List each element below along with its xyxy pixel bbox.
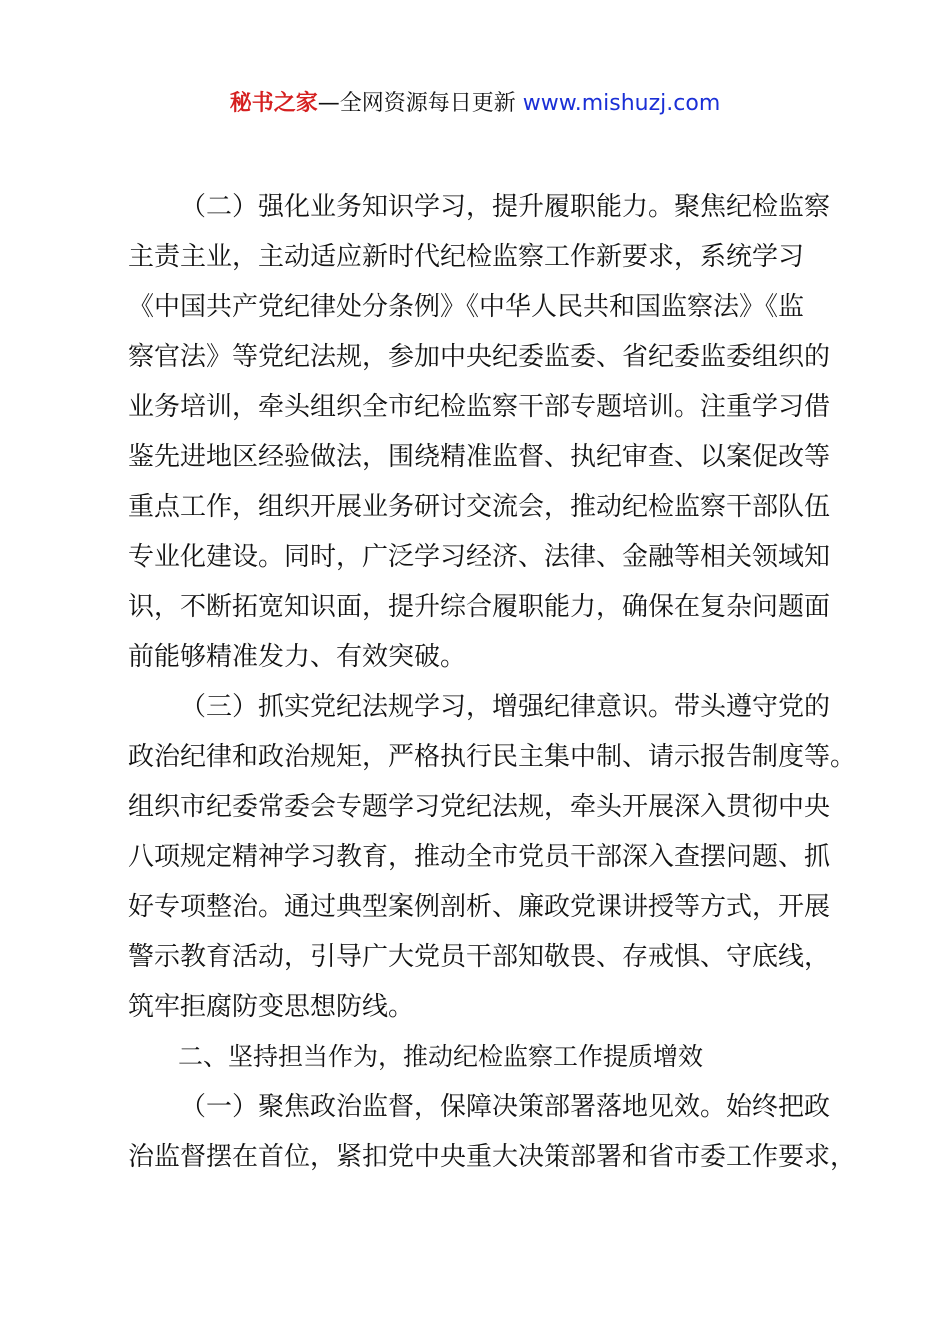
- paragraph-line: 识，不断拓宽知识面，提升综合履职能力，确保在复杂问题面: [128, 592, 831, 622]
- paragraph-line: 主责主业，主动适应新时代纪检监察工作新要求，系统学习: [128, 242, 805, 272]
- paragraph-line: （一）聚焦政治监督，保障决策部署落地见效。始终把政: [180, 1092, 831, 1122]
- paragraph-line: 《中国共产党纪律处分条例》《中华人民共和国监察法》《监: [128, 292, 805, 322]
- paragraph-line: （三）抓实党纪法规学习，增强纪律意识。带头遵守党的: [180, 692, 831, 722]
- paragraph-line: 重点工作，组织开展业务研讨交流会，推动纪检监察干部队伍: [128, 492, 831, 522]
- paragraph-line: （二）强化业务知识学习，提升履职能力。聚焦纪检监察: [180, 192, 831, 222]
- paragraph-line: 好专项整治。通过典型案例剖析、廉政党课讲授等方式，开展: [128, 892, 831, 922]
- paragraph-line: 政治纪律和政治规矩，严格执行民主集中制、请示报告制度等。: [128, 742, 857, 772]
- paragraph-line: 察官法》等党纪法规，参加中央纪委监委、省纪委监委组织的: [128, 342, 831, 372]
- website-link[interactable]: www.mishuzj.com: [522, 91, 721, 116]
- paragraph-line: 前能够精准发力、有效突破。: [128, 642, 467, 672]
- section-heading: 二、坚持担当作为，推动纪检监察工作提质增效: [178, 1042, 704, 1071]
- brand-name: 秘书之家: [229, 91, 318, 116]
- document-body: [128, 182, 857, 1182]
- paragraph-line: 筑牢拒腐防变思想防线。: [128, 992, 415, 1022]
- paragraph-line: 业务培训，牵头组织全市纪检监察干部专题培训。注重学习借: [128, 392, 831, 422]
- header-tagline: —全网资源每日更新: [317, 91, 523, 116]
- watermark-header: [0, 86, 950, 122]
- paragraph-line: 警示教育活动，引导广大党员干部知敬畏、存戒惧、守底线，: [128, 942, 831, 972]
- paragraph-line: 专业化建设。同时，广泛学习经济、法律、金融等相关领域知: [128, 542, 831, 572]
- paragraph-line: 治监督摆在首位，紧扣党中央重大决策部署和省市委工作要求，: [128, 1142, 857, 1172]
- paragraph-line: 组织市纪委常委会专题学习党纪法规，牵头开展深入贯彻中央: [128, 792, 831, 822]
- paragraph-line: 鉴先进地区经验做法，围绕精准监督、执纪审查、以案促改等: [128, 442, 831, 472]
- paragraph-line: 八项规定精神学习教育，推动全市党员干部深入查摆问题、抓: [128, 842, 831, 872]
